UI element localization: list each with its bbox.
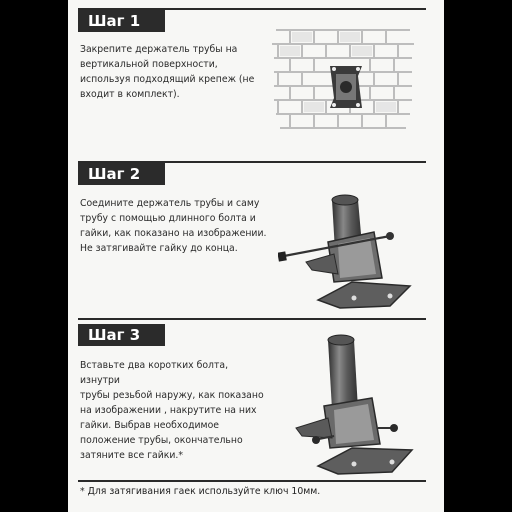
step-3-badge: Шаг 3 bbox=[78, 324, 165, 346]
step-2-text: Соедините держатель трубы и саму трубу с помощью длинного болта и гайки, как показано на изображении. Не затягивайте гайку до конца. bbox=[80, 198, 267, 254]
step-3-text: Вставьте два коротких болта, изнутри трубы резьбой наружу, как показано на изображении , накрутите на них гайки. Выбрав необходимое положение трубы, окончательно затяните все гайки.* bbox=[80, 360, 264, 461]
pipe-with-long-bolt-illustration bbox=[278, 170, 418, 318]
step-1-text: Закрепите держатель трубы на вертикальной поверхности, используя подходящий крепеж (не входит в комплект). bbox=[80, 44, 255, 100]
pipe-with-short-bolts-illustration bbox=[288, 332, 420, 480]
divider-line bbox=[78, 318, 426, 320]
divider-line bbox=[78, 480, 426, 482]
step-1-badge: Шаг 1 bbox=[78, 10, 165, 32]
step-2-badge: Шаг 2 bbox=[78, 163, 165, 185]
footnote: * Для затягивания гаек используйте ключ 10мм. bbox=[80, 486, 321, 497]
bracket-on-brick-wall-illustration bbox=[270, 18, 416, 146]
